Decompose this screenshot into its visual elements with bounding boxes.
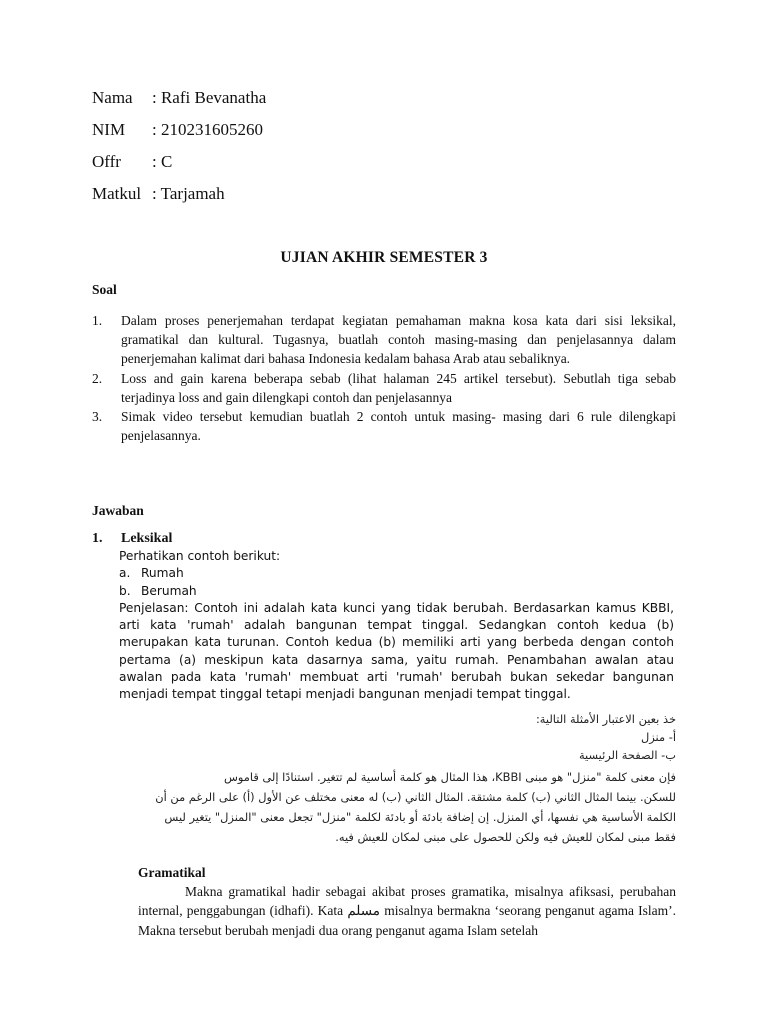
- question-text: Simak video tersebut kemudian buatlah 2 contoh untuk masing- masing dari 6 rule dilengkapi penjelasannya.: [121, 409, 676, 444]
- question-list: [92, 311, 676, 445]
- option-letter: a.: [119, 566, 131, 581]
- identity-row-offr: [92, 152, 172, 172]
- leksikal-explanation: Penjelasan: Contoh ini adalah kata kunci yang tidak berubah. Berdasarkan kamus KBBI, arti kata 'rumah' adalah bangunan tempat tinggal. Sedangkan contoh kedua (b) merupakan kata turunan. Contoh kedua (b) memiliki arti yang berbeda dengan contoh pertama (a) meskipun kata dasarnya sama, yaitu rumah. Penambahan awalan atau awalan pada kata 'rumah' membuat arti 'rumah' berubah bukan sekedar bangunan menjadi tempat tinggal tetapi menjadi bangunan menjadi tempat tinggal.: [119, 600, 674, 702]
- soal-heading: Soal: [92, 282, 117, 297]
- identity-label: Offr: [92, 152, 121, 171]
- gramatikal-paragraph: Makna gramatikal hadir sebagai akibat proses gramatika, misalnya afiksasi, perubahan internal, penggabungan (idhafi). Kata مسلم misalnya bermakna ‘seorang penganut agama Islam’. Makna tersebut berubah menjadi dua orang penganut agama Islam setelah: [138, 884, 677, 938]
- identity-label: Nama: [92, 88, 133, 107]
- arabic-line: فقط مبنى لمكان للعيش فيه ولكن للحصول على مبنى لمكان للعيش فيه.: [335, 830, 676, 844]
- question-item: [92, 407, 676, 445]
- arabic-line: خذ بعين الاعتبار الأمثلة التالية:: [535, 712, 676, 726]
- question-item: [92, 369, 676, 407]
- leksikal-body: [119, 548, 674, 704]
- section-number: 1.: [92, 531, 103, 546]
- question-number: 1.: [92, 313, 103, 328]
- gramatikal-heading: Gramatikal: [138, 865, 206, 880]
- example-option: [119, 583, 674, 600]
- arabic-line: أ- منزل: [641, 730, 676, 744]
- arabic-line: للسكن. بينما المثال الثاني (ب) كلمة مشتقة. المثال الثاني (ب) له معنى مختلف عن الأول (أ) على الرغم من أن: [155, 790, 676, 804]
- question-text: Loss and gain karena beberapa sebab (lihat halaman 245 artikel tersebut). Sebutlah tiga sebab terjadinya loss and gain dilengkapi contoh dan penjelasannya: [121, 370, 676, 405]
- question-number: 2.: [92, 370, 103, 386]
- leksikal-heading: [92, 531, 172, 547]
- option-text: Rumah: [141, 566, 184, 581]
- jawaban-heading: Jawaban: [92, 503, 144, 518]
- question-number: 3.: [92, 409, 103, 425]
- identity-label: NIM: [92, 120, 126, 139]
- question-text: Dalam proses penerjemahan terdapat kegiatan pemahaman makna kosa kata dari sisi leksikal, gramatikal dan kultural. Tugasnya, buatlah contoh masing-masing dan penjelasannya dalam penerjemahan kalimat dari bahasa Indonesia kedalam bahasa Arab atau sebaliknya.: [121, 313, 676, 367]
- gramatikal-body: [138, 882, 676, 940]
- question-item: [92, 311, 676, 369]
- identity-value: : Rafi Bevanatha: [152, 88, 267, 107]
- exam-title: UJIAN AKHIR SEMESTER 3: [280, 249, 488, 266]
- identity-value: : Tarjamah: [152, 184, 225, 203]
- option-text: Berumah: [141, 583, 197, 598]
- leksikal-intro: Perhatikan contoh berikut:: [119, 549, 281, 563]
- arabic-line: الكلمة الأساسية هي نفسها، أي المنزل. إن إضافة بادئة أو بادئة لكلمة "منزل" تجعل معنى "المنزل" يتغير ليس: [164, 810, 676, 824]
- identity-label: Matkul: [92, 184, 142, 203]
- example-option: [119, 565, 674, 582]
- identity-value: : 210231605260: [152, 120, 263, 139]
- option-letter: b.: [119, 583, 131, 598]
- section-title: Leksikal: [121, 531, 173, 546]
- identity-row-nama: [92, 88, 266, 108]
- arabic-line: ب- الصفحة الرئيسية: [578, 748, 676, 762]
- identity-row-matkul: [92, 184, 225, 204]
- identity-row-nim: [92, 120, 263, 140]
- arabic-line: فإن معنى كلمة "منزل" هو مبنى KBBI، هذا المثال هو كلمة أساسية لم تتغير. استنادًا إلى قاموس: [223, 770, 676, 784]
- identity-value: : C: [152, 152, 173, 171]
